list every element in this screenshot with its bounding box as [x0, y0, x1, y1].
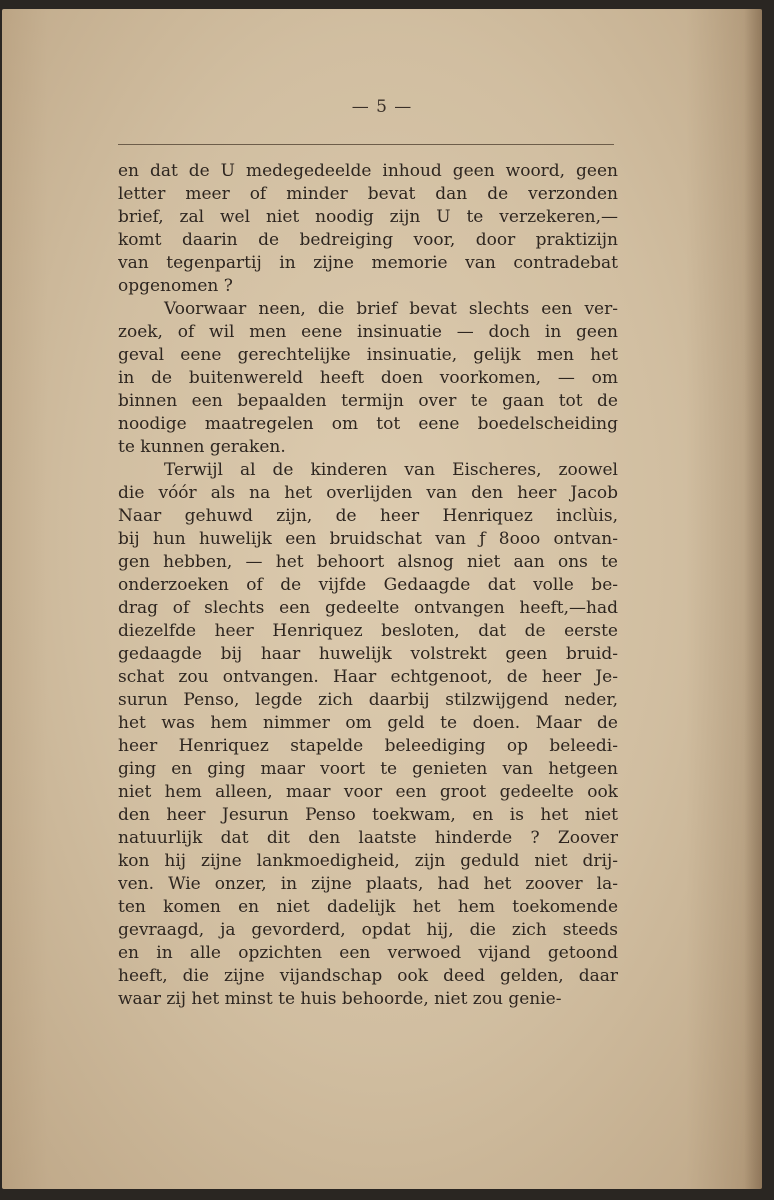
text-line: gevraagd, ja gevorderd, opdat hij, die zich steeds: [118, 920, 618, 940]
text-line: die vóór als na het overlijden van den heer Jacob: [118, 483, 618, 503]
paragraph: [118, 160, 618, 298]
text-line: Naar gehuwd zijn, de heer Henriquez inclùis,: [118, 506, 618, 526]
text-line: onderzoeken of de vijfde Gedaagde dat volle be-: [118, 575, 618, 595]
text-line: van tegenpartij in zijne memorie van contradebat: [118, 253, 618, 273]
body-text: [118, 160, 618, 1011]
text-line: in de buitenwereld heeft doen voorkomen, — om: [118, 368, 618, 388]
text-line: ten komen en niet dadelijk het hem toekomende: [118, 897, 618, 917]
text-line: ging en ging maar voort te genieten van hetgeen: [118, 759, 618, 779]
header-rule: [118, 144, 614, 145]
text-line: gen hebben, — het behoort alsnog niet aan ons te: [118, 552, 618, 572]
text-line: diezelfde heer Henriquez besloten, dat de eerste: [118, 621, 618, 641]
paragraph: [118, 298, 618, 459]
text-line: niet hem alleen, maar voor een groot gedeelte ook: [118, 782, 618, 802]
text-line: heeft, die zijne vijandschap ook deed gelden, daar: [118, 966, 618, 986]
page-edge-shadow: [744, 9, 762, 1189]
text-line: komt daarin de bedreiging voor, door praktizijn: [118, 230, 618, 250]
text-line: letter meer of minder bevat dan de verzonden: [118, 184, 618, 204]
text-line: opgenomen ?: [118, 276, 233, 296]
text-line: heer Henriquez stapelde beleediging op beleedi-: [118, 736, 618, 756]
book-page: [2, 9, 762, 1189]
text-line: Voorwaar neen, die brief bevat slechts een ver-: [164, 299, 618, 319]
text-line: brief, zal wel niet noodig zijn U te verzekeren,—: [118, 207, 618, 227]
text-line: Terwijl al de kinderen van Eischeres, zoowel: [164, 460, 618, 480]
text-line: ven. Wie onzer, in zijne plaats, had het zoover la-: [118, 874, 618, 894]
text-line: noodige maatregelen om tot eene boedelscheiding: [118, 414, 618, 434]
text-line: te kunnen geraken.: [118, 437, 286, 457]
text-line: drag of slechts een gedeelte ontvangen heeft,—had: [118, 598, 618, 618]
text-line: het was hem nimmer om geld te doen. Maar de: [118, 713, 618, 733]
text-line: surun Penso, legde zich daarbij stilzwijgend neder,: [118, 690, 618, 710]
text-line: den heer Jesurun Penso toekwam, en is het niet: [118, 805, 618, 825]
text-line: en dat de U medegedeelde inhoud geen woord, geen: [118, 161, 618, 181]
text-line: gedaagde bij haar huwelijk volstrekt geen bruid-: [118, 644, 618, 664]
text-line: binnen een bepaalden termijn over te gaan tot de: [118, 391, 618, 411]
text-line: kon hij zijne lankmoedigheid, zijn geduld niet drij-: [118, 851, 618, 871]
text-line: natuurlijk dat dit den laatste hinderde ? Zoover: [118, 828, 618, 848]
page-number: — 5 —: [351, 97, 413, 117]
text-line: schat zou ontvangen. Haar echtgenoot, de heer Je-: [118, 667, 618, 687]
text-line: geval eene gerechtelijke insinuatie, gelijk men het: [118, 345, 618, 365]
text-line: zoek, of wil men eene insinuatie — doch in geen: [118, 322, 618, 342]
text-line: waar zij het minst te huis behoorde, niet zou genie-: [118, 989, 562, 1009]
paragraph: [118, 459, 618, 1011]
text-line: bij hun huwelijk een bruidschat van ƒ 8ooo ontvan-: [118, 529, 618, 549]
text-line: en in alle opzichten een verwoed vijand getoond: [118, 943, 618, 963]
